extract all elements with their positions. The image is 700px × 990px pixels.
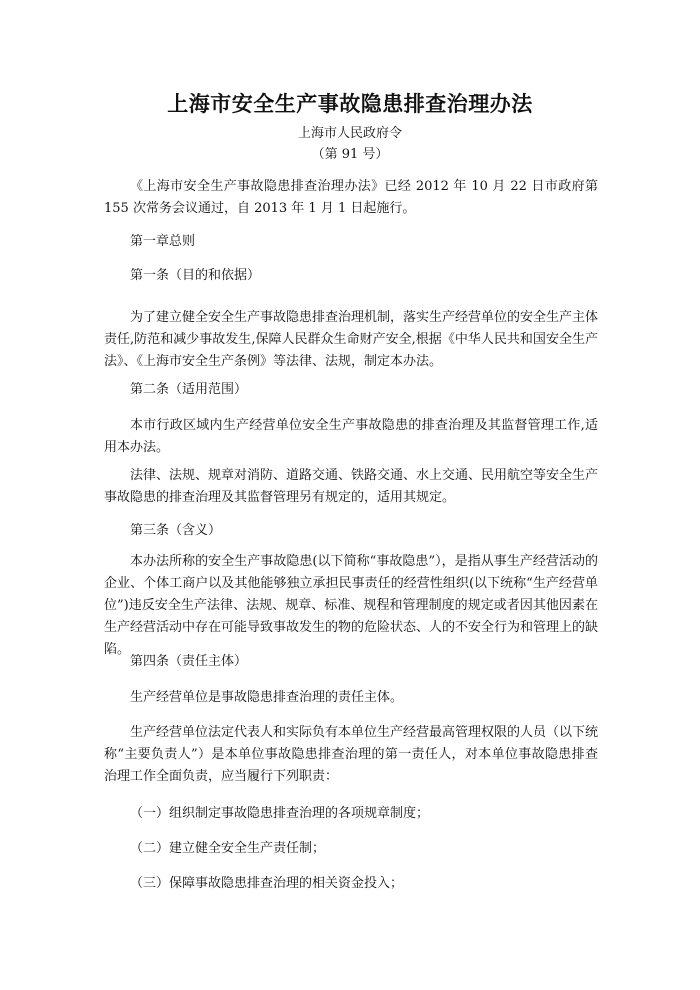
duty-item-1: （一）组织制定事故隐患排查治理的各项规章制度； (130, 806, 430, 821)
article-4-text-2: 生产经营单位法定代表人和实际负有本单位生产经营最高管理权限的人员（以下统称“主要负责人”）是本单位事故隐患排查治理的第一责任人，对本单位事故隐患排查治理工作全面负责，应当履行下列职责： (104, 725, 599, 784)
chapter-heading: 第一章总则 (130, 234, 196, 249)
article-4-heading: 第四条（责任主体） (130, 654, 248, 669)
article-3-heading: 第三条（含义） (130, 523, 222, 538)
article-3-text: 本办法所称的安全生产事故隐患(以下简称“事故隐患”），是指从事生产经营活动的企业、个体工商户以及其他能够独立承担民事责任的经营性组织(以下统称“生产经营单位”)违反安全生产法律、法规、规章、标准、规程和管理制度的规定或者因其他因素在生产经营活动中存在可能导致事故发生的物的危险状态、人的不安全行为和管理上的缺陷。 (104, 554, 599, 657)
article-2-heading: 第二条（适用范围） (130, 382, 248, 397)
issuer-line: 上海市人民政府令 (297, 126, 402, 141)
intro-paragraph: 《上海市安全生产事故隐患排查治理办法》已经 2012 年 10 月 22 日市政府第 155 次常务会议通过，自 2013 年 1 月 1 日起施行。 (104, 179, 598, 216)
order-number: （第 91 号） (311, 147, 389, 162)
duty-item-2: （二）建立健全安全生产责任制； (130, 841, 326, 856)
article-1-text: 为了建立健全安全生产事故隐患排查治理机制，落实生产经营单位的安全生产主体责任,防范和减少事故发生,保障人民群众生命财产安全,根据《中华人民共和国安全生产法》、《上海市安全生产条例》等法律、法规，制定本办法。 (104, 310, 599, 369)
document-title: 上海市安全生产事故隐患排查治理办法 (167, 91, 533, 116)
article-1-heading: 第一条（目的和依据） (130, 268, 261, 283)
article-2-text-2: 法律、法规、规章对消防、道路交通、铁路交通、水上交通、民用航空等安全生产事故隐患的排查治理及其监督管理另有规定的，适用其规定。 (104, 468, 599, 505)
article-4-text-1: 生产经营单位是事故隐患排查治理的责任主体。 (130, 690, 404, 705)
article-2-text-1: 本市行政区域内生产经营单位安全生产事故隐患的排查治理及其监督管理工作,适用本办法。 (104, 418, 598, 455)
duty-item-3: （三）保障事故隐患排查治理的相关资金投入； (130, 876, 404, 891)
